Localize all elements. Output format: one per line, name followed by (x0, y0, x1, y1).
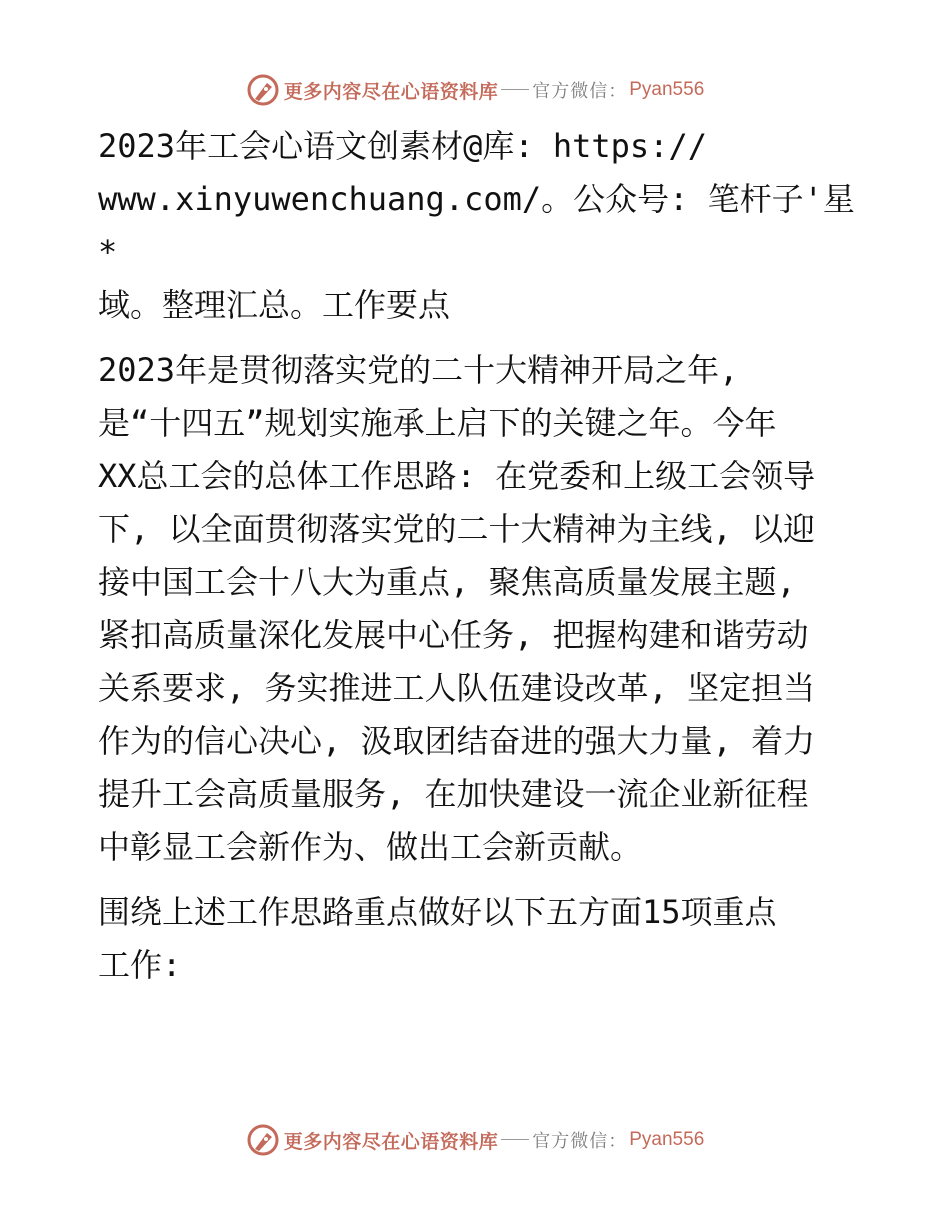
text-line: 2023年工会心语文创素材@库: https:// (98, 127, 707, 165)
pen-tip-circle-logo-icon (246, 73, 280, 107)
footer-slogan: 更多内容尽在心语资料库 (283, 1130, 499, 1153)
header-slogan: 更多内容尽在心语资料库 (283, 80, 499, 103)
footer-banner (0, 1120, 950, 1160)
text-line: 是“十四五”规划实施承上启下的关键之年。今年 (98, 404, 777, 442)
paragraph-main (98, 344, 858, 874)
text-line: 接中国工会十八大为重点, 聚焦高质量发展主题, (98, 563, 796, 601)
text-line: 围绕上述工作思路重点做好以下五方面15项重点 (98, 893, 777, 931)
header-wechat-label: 官方微信： (532, 81, 628, 102)
header-banner (0, 70, 950, 110)
text-line: 关系要求, 务实推进工人队伍建设改革, 坚定担当 (98, 669, 816, 707)
text-line: 工作: (98, 946, 182, 984)
document-body (98, 120, 858, 1004)
text-line: 下, 以全面贯彻落实党的二十大精神为主线, 以迎 (98, 510, 816, 548)
text-line: 域。整理汇总。工作要点 (98, 286, 451, 324)
text-line: XX总工会的总体工作思路: 在党委和上级工会领导 (98, 457, 816, 495)
text-line: 紧扣高质量深化发展中心任务, 把握构建和谐劳动 (98, 616, 809, 654)
footer-wechat-id: Pyan556 (629, 1129, 705, 1150)
text-line: 中彰显工会新作为、做出工会新贡献。 (98, 828, 643, 866)
pen-tip-circle-logo-icon (246, 1123, 280, 1157)
text-line: 提升工会高质量服务, 在加快建设一流企业新征程 (98, 775, 809, 813)
text-line: 作为的信心决心, 汲取团结奋进的强大力量, 着力 (98, 722, 816, 760)
paragraph-title (98, 120, 858, 332)
header-wechat-id: Pyan556 (629, 79, 705, 100)
footer-separator (501, 1139, 529, 1140)
header-separator (501, 89, 529, 90)
text-line: 2023年是贯彻落实党的二十大精神开局之年, (98, 351, 739, 389)
footer-wechat-label: 官方微信： (532, 1131, 628, 1152)
text-line: www.xinyuwenchuang.com/。公众号: 笔杆子'星* (98, 180, 855, 271)
paragraph-closing (98, 886, 858, 992)
